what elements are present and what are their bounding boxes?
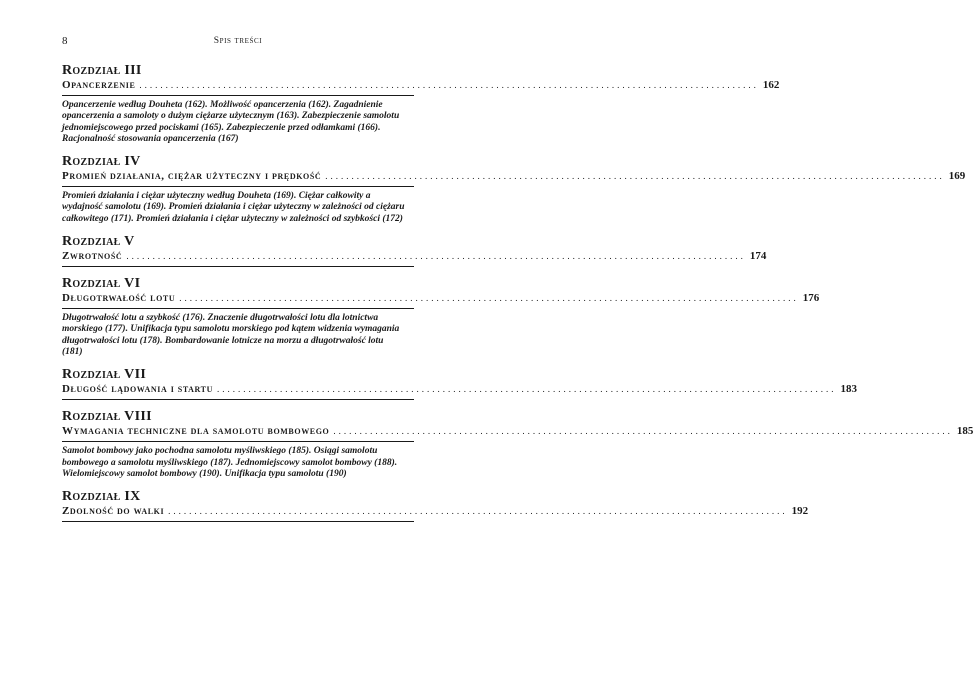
toc-chapter: [62, 153, 966, 225]
leader-dots: ......................................................................................................................: [179, 293, 799, 304]
page-ref: 192: [791, 505, 809, 518]
chapter-heading: Rozdział VI: [62, 276, 141, 292]
toc-chapter: [62, 275, 820, 358]
page-ref: 174: [749, 250, 767, 263]
page-ref: 183: [840, 383, 857, 396]
toc-entry-line[interactable]: [62, 425, 973, 442]
chapter-heading: Rozdział VIII: [62, 409, 152, 425]
page-ref: 169: [948, 170, 966, 183]
leader-dots: ......................................................................................................................: [325, 171, 945, 182]
chapter-title: Długość lądowania i startu: [62, 383, 213, 396]
page-ref: 162: [762, 79, 780, 91]
chapter-description: Samolot bombowy jako pochodna samolotu myśliwskiego (185). Osiągi samolotu bombowego a samolotu myśliwskiego (187). Jednomiejscowy samolot bombowy (188). Wielomiejscowy samolot bombowy (190). Unifikacja typu samolotu (190): [62, 446, 398, 479]
chapter-heading: Rozdział III: [62, 63, 142, 78]
chapter-title: Zdolność do walki: [62, 505, 165, 518]
toc-entry-line[interactable]: [62, 79, 780, 96]
toc-chapter: [62, 488, 809, 522]
chapter-heading: Rozdział VII: [62, 367, 147, 383]
page-ref: 185: [956, 425, 973, 438]
toc-chapter: [62, 366, 857, 400]
toc-entry-line[interactable]: [62, 292, 820, 309]
toc-chapter: [62, 408, 973, 480]
toc-entry-line[interactable]: [62, 383, 857, 400]
table-of-contents: [62, 62, 973, 530]
chapter-title: Długotrwałość lotu: [62, 292, 176, 305]
chapter-title: Opancerzenie: [62, 79, 136, 91]
chapter-heading: Rozdział V: [62, 234, 135, 250]
toc-entry-line[interactable]: [62, 250, 767, 267]
toc-page: [62, 0, 973, 690]
chapter-heading: Rozdział IX: [62, 489, 141, 505]
running-head-title: Spis treści: [213, 36, 263, 46]
chapter-description: Opancerzenie według Douheta (162). Możliwość opancerzenia (162). Zagadnienie opancerzenia a samoloty o dużym ciężarze użytecznym (163). Zabezpieczenie samolotu jednomiejscowego przed pociskami (165). Zabezpieczenie przed odłamkami (166). Racjonalność stosowania opancerzenia (167): [62, 100, 400, 144]
leader-dots: ......................................................................................................................: [216, 384, 837, 395]
toc-entry-line[interactable]: [62, 170, 966, 187]
leader-dots: ......................................................................................................................: [126, 251, 746, 262]
chapter-description: Długotrwałość lotu a szybkość (176). Znaczenie długotrwałości lotu dla lotnictwa morskiego (177). Unifikacja typu samolotu morskiego pod kątem widzenia wymagania długotrwałości lotu (178). Bombardowanie lotnicze na morzu a długotrwałość lotu (181): [62, 313, 400, 357]
toc-chapter: [62, 62, 780, 145]
page-ref: 176: [802, 292, 820, 305]
chapter-title: Wymagania techniczne dla samolotu bombowego: [62, 425, 330, 438]
leader-dots: ......................................................................................................................: [333, 426, 953, 437]
running-head: [62, 35, 414, 49]
page-number: 8: [62, 35, 68, 47]
chapter-description: Promień działania i ciężar użyteczny według Douheta (169). Ciężar całkowity a wydajność samolotu (169). Promień działania i ciężar użyteczny w zależności od ciężaru całkowitego (171). Promień działania i ciężar użyteczny w zależności od szybkości (172): [62, 191, 405, 224]
toc-chapter: [62, 233, 767, 267]
chapter-title: Promień działania, ciężar użyteczny i prędkość: [62, 170, 322, 183]
chapter-title: Zwrotność: [62, 250, 123, 263]
leader-dots: ......................................................................................................................: [139, 80, 759, 90]
leader-dots: ......................................................................................................................: [168, 506, 788, 517]
toc-entry-line[interactable]: [62, 505, 809, 522]
chapter-heading: Rozdział IV: [62, 154, 141, 170]
